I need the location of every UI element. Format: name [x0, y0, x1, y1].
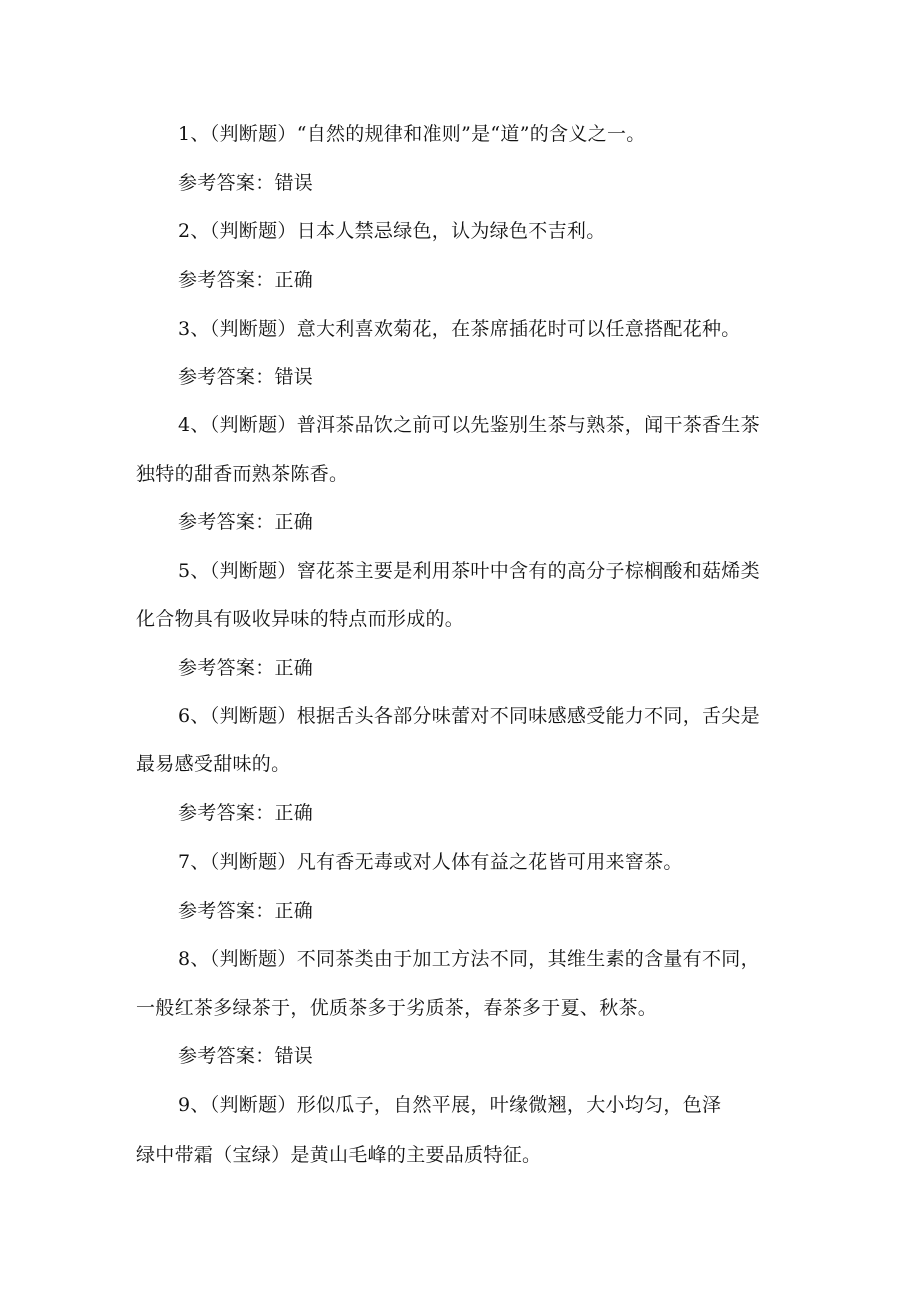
- question-5-text-line-1: 5、（判断题）窨花茶主要是利用茶叶中含有的高分子棕榈酸和菇烯类: [178, 560, 760, 582]
- question-4-text-line-2: 独特的甜香而熟茶陈香。: [136, 463, 349, 485]
- answer-2: 参考答案：正确: [178, 269, 314, 291]
- answer-1: 参考答案：错误: [178, 172, 314, 194]
- question-6-text-line-1: 6、（判断题）根据舌头各部分味蕾对不同味感感受能力不同，舌尖是: [178, 705, 760, 727]
- question-9-text-line-1: 9、（判断题）形似瓜子，自然平展，叶缘微翘，大小均匀，色泽: [178, 1094, 722, 1116]
- question-7-text: 7、（判断题）凡有香无毒或对人体有益之花皆可用来窨茶。: [178, 851, 683, 873]
- question-5-text-line-2: 化合物具有吸收异味的特点而形成的。: [136, 608, 465, 630]
- answer-7: 参考答案：正确: [178, 900, 314, 922]
- question-3-text: 3、（判断题）意大利喜欢菊花，在茶席插花时可以任意搭配花种。: [178, 318, 741, 340]
- question-8-text-line-2: 一般红茶多绿茶于，优质茶多于劣质茶，春茶多于夏、秋茶。: [136, 997, 658, 1019]
- question-1-text: 1、（判断题）“自然的规律和准则”是“道”的含义之一。: [178, 123, 646, 145]
- answer-8: 参考答案：错误: [178, 1045, 314, 1067]
- question-8-text-line-1: 8、（判断题）不同茶类由于加工方法不同，其维生素的含量有不同，: [178, 948, 760, 970]
- question-9-text-line-2: 绿中带霜（宝绿）是黄山毛峰的主要品质特征。: [136, 1144, 542, 1166]
- answer-4: 参考答案：正确: [178, 511, 314, 533]
- question-2-text: 2、（判断题）日本人禁忌绿色，认为绿色不吉利。: [178, 220, 606, 242]
- question-6-text-line-2: 最易感受甜味的。: [136, 753, 291, 775]
- answer-5: 参考答案：正确: [178, 657, 314, 679]
- question-4-text-line-1: 4、（判断题）普洱茶品饮之前可以先鉴别生茶与熟茶，闻干茶香生茶: [178, 414, 760, 436]
- answer-3: 参考答案：错误: [178, 366, 314, 388]
- answer-6: 参考答案：正确: [178, 802, 314, 824]
